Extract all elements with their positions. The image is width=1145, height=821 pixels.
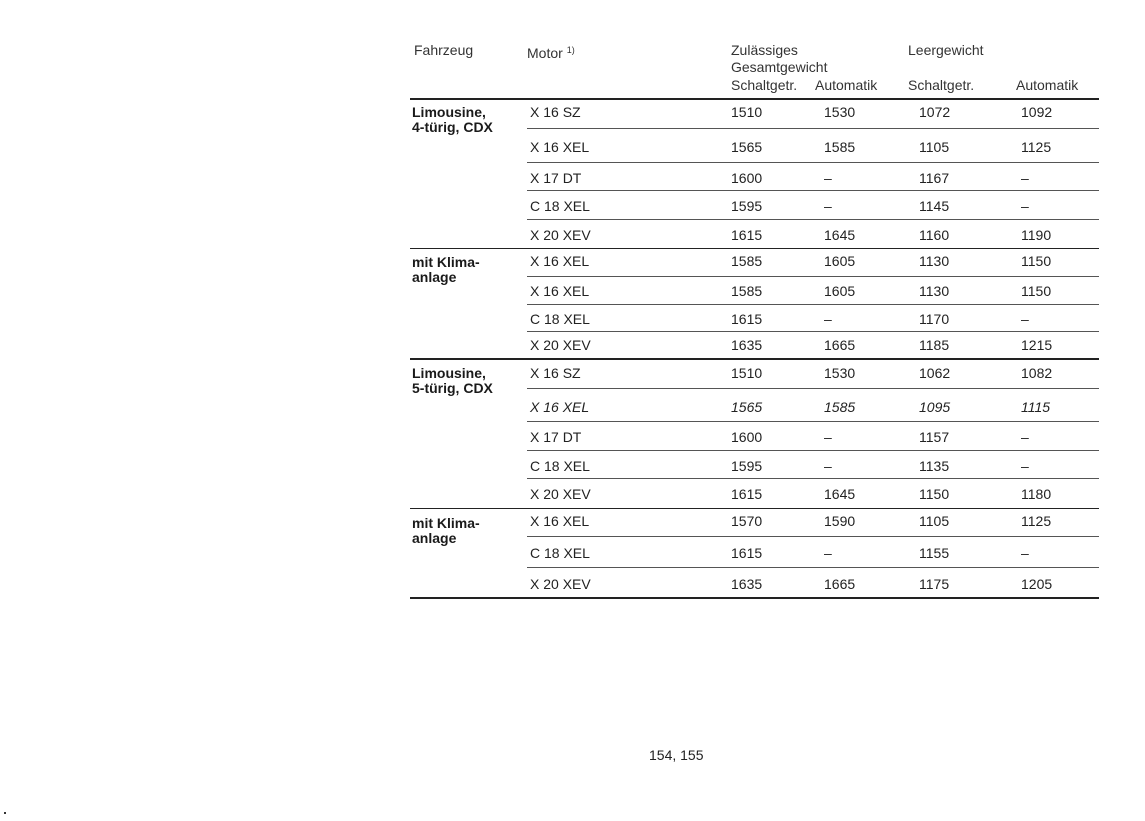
cell-motor: X 16 XEL <box>530 139 590 155</box>
cell-gesamt-auto: – <box>824 170 832 186</box>
cell-gesamt-auto: 1645 <box>824 227 856 243</box>
row-divider <box>527 450 1099 451</box>
group-label-line2: anlage <box>412 269 457 285</box>
row-divider <box>527 162 1099 163</box>
cell-leer-auto: – <box>1021 311 1029 327</box>
cell-motor: X 20 XEV <box>530 227 591 243</box>
header-rule <box>410 98 1099 100</box>
cell-gesamt-schalt: 1565 <box>731 139 763 155</box>
cell-motor: X 16 XEL <box>530 283 590 299</box>
cell-leer-auto: – <box>1021 198 1029 214</box>
cell-leer-schalt: 1135 <box>919 458 950 474</box>
cell-gesamt-schalt: 1510 <box>731 104 763 120</box>
group-label-line1: Limousine, <box>412 104 486 120</box>
cell-motor: X 20 XEV <box>530 337 591 353</box>
cell-leer-auto: 1215 <box>1021 337 1053 353</box>
row-divider <box>527 304 1099 305</box>
row-divider <box>527 536 1099 537</box>
cell-gesamt-auto: – <box>824 311 832 327</box>
cell-gesamt-schalt: 1585 <box>731 283 763 299</box>
group-label-line1: Limousine, <box>412 365 486 381</box>
row-divider <box>527 478 1099 479</box>
cell-gesamt-auto: – <box>824 545 832 561</box>
header-schaltgetr-leer: Schaltgetr. <box>908 77 975 93</box>
header-zul-line2: Gesamtgewicht <box>731 59 828 75</box>
cell-gesamt-auto: 1665 <box>824 576 856 592</box>
cell-motor: C 18 XEL <box>530 458 590 474</box>
group-rule <box>410 248 1099 249</box>
cell-leer-schalt: 1130 <box>919 283 950 299</box>
cell-leer-auto: – <box>1021 429 1029 445</box>
cell-motor: X 16 SZ <box>530 104 581 120</box>
cell-gesamt-auto: – <box>824 198 832 214</box>
row-divider <box>527 421 1099 422</box>
cell-leer-schalt: 1185 <box>919 337 950 353</box>
row-divider <box>527 219 1099 220</box>
cell-motor: X 16 XEL <box>530 513 590 529</box>
header-motor-label: Motor <box>527 45 563 61</box>
cell-gesamt-schalt: 1570 <box>731 513 763 529</box>
cell-leer-auto: 1205 <box>1021 576 1053 592</box>
cell-leer-schalt: 1072 <box>919 104 951 120</box>
cell-motor: X 17 DT <box>530 429 582 445</box>
cell-motor: X 17 DT <box>530 170 582 186</box>
cell-gesamt-schalt: 1600 <box>731 429 763 445</box>
cell-leer-auto: 1125 <box>1021 513 1052 529</box>
header-motor <box>527 42 575 61</box>
header-fahrzeug: Fahrzeug <box>414 42 474 58</box>
group-label <box>412 366 493 396</box>
cell-leer-auto: 1150 <box>1021 253 1052 269</box>
cell-gesamt-auto: 1665 <box>824 337 856 353</box>
section-rule <box>410 358 1099 360</box>
header-leergewicht: Leergewicht <box>908 42 984 58</box>
group-label <box>412 255 480 285</box>
cell-motor: C 18 XEL <box>530 311 590 327</box>
header-automatik-gesamt: Automatik <box>815 77 878 93</box>
row-divider <box>527 190 1099 191</box>
cell-leer-auto: 1150 <box>1021 283 1052 299</box>
cell-motor: C 18 XEL <box>530 545 590 561</box>
cell-gesamt-schalt: 1585 <box>731 253 763 269</box>
cell-gesamt-schalt: 1615 <box>731 545 763 561</box>
cell-gesamt-schalt: 1615 <box>731 486 763 502</box>
cell-leer-schalt: 1157 <box>919 429 950 445</box>
header-automatik-leer: Automatik <box>1016 77 1079 93</box>
cell-gesamt-schalt: 1635 <box>731 576 763 592</box>
cell-motor: X 20 XEV <box>530 486 591 502</box>
cell-motor: C 18 XEL <box>530 198 590 214</box>
cell-gesamt-schalt: 1510 <box>731 365 763 381</box>
cell-leer-schalt: 1095 <box>919 399 951 415</box>
cell-gesamt-auto: 1585 <box>824 399 856 415</box>
cell-leer-auto: 1180 <box>1021 486 1052 502</box>
cell-leer-auto: 1190 <box>1021 227 1052 243</box>
cell-gesamt-schalt: 1635 <box>731 337 763 353</box>
row-divider <box>527 276 1099 277</box>
cell-gesamt-schalt: 1615 <box>731 227 763 243</box>
cell-gesamt-schalt: 1615 <box>731 311 763 327</box>
cell-gesamt-schalt: 1565 <box>731 399 763 415</box>
cell-leer-auto: 1082 <box>1021 365 1053 381</box>
row-divider <box>527 388 1099 389</box>
group-rule <box>410 508 1099 509</box>
cell-gesamt-auto: 1585 <box>824 139 856 155</box>
row-divider <box>527 567 1099 568</box>
cell-gesamt-auto: – <box>824 429 832 445</box>
group-label <box>412 105 493 135</box>
header-motor-footnote: 1) <box>566 45 575 55</box>
group-label-line1: mit Klima- <box>412 515 480 531</box>
cell-leer-schalt: 1105 <box>919 513 950 529</box>
cell-leer-auto: – <box>1021 545 1029 561</box>
group-label-line2: 4-türig, CDX <box>412 119 493 135</box>
page-references: 154, 155 <box>649 747 704 763</box>
cell-leer-auto: – <box>1021 458 1029 474</box>
cell-gesamt-auto: 1605 <box>824 253 856 269</box>
cell-gesamt-auto: 1590 <box>824 513 856 529</box>
row-divider <box>527 128 1099 129</box>
cell-leer-schalt: 1160 <box>919 227 950 243</box>
cell-leer-auto: – <box>1021 170 1029 186</box>
cell-leer-schalt: 1105 <box>919 139 950 155</box>
cell-gesamt-auto: 1645 <box>824 486 856 502</box>
group-label-line2: anlage <box>412 530 457 546</box>
cell-leer-schalt: 1150 <box>919 486 950 502</box>
cell-leer-schalt: 1145 <box>919 198 950 214</box>
cell-gesamt-auto: 1530 <box>824 104 856 120</box>
cell-leer-schalt: 1170 <box>919 311 950 327</box>
cell-motor: X 16 SZ <box>530 365 581 381</box>
cell-leer-auto: 1125 <box>1021 139 1052 155</box>
cell-gesamt-auto: 1530 <box>824 365 856 381</box>
cell-leer-schalt: 1130 <box>919 253 950 269</box>
cell-motor: X 16 XEL <box>530 253 590 269</box>
cell-leer-schalt: 1155 <box>919 545 950 561</box>
cell-gesamt-schalt: 1600 <box>731 170 763 186</box>
group-label-line2: 5-türig, CDX <box>412 380 493 396</box>
header-zul-line1: Zulässiges <box>731 42 798 58</box>
cell-leer-schalt: 1062 <box>919 365 951 381</box>
cell-gesamt-auto: – <box>824 458 832 474</box>
group-label <box>412 516 480 546</box>
scan-speck <box>4 812 6 814</box>
row-divider <box>527 331 1099 332</box>
cell-gesamt-schalt: 1595 <box>731 458 763 474</box>
cell-leer-schalt: 1167 <box>919 170 950 186</box>
cell-motor: X 20 XEV <box>530 576 591 592</box>
cell-gesamt-schalt: 1595 <box>731 198 763 214</box>
cell-gesamt-auto: 1605 <box>824 283 856 299</box>
header-schaltgetr-gesamt: Schaltgetr. <box>731 77 798 93</box>
group-label-line1: mit Klima- <box>412 254 480 270</box>
cell-leer-auto: 1115 <box>1021 399 1051 415</box>
cell-leer-schalt: 1175 <box>919 576 950 592</box>
table-bottom-rule <box>410 597 1099 599</box>
cell-motor: X 16 XEL <box>530 399 590 415</box>
cell-leer-auto: 1092 <box>1021 104 1053 120</box>
